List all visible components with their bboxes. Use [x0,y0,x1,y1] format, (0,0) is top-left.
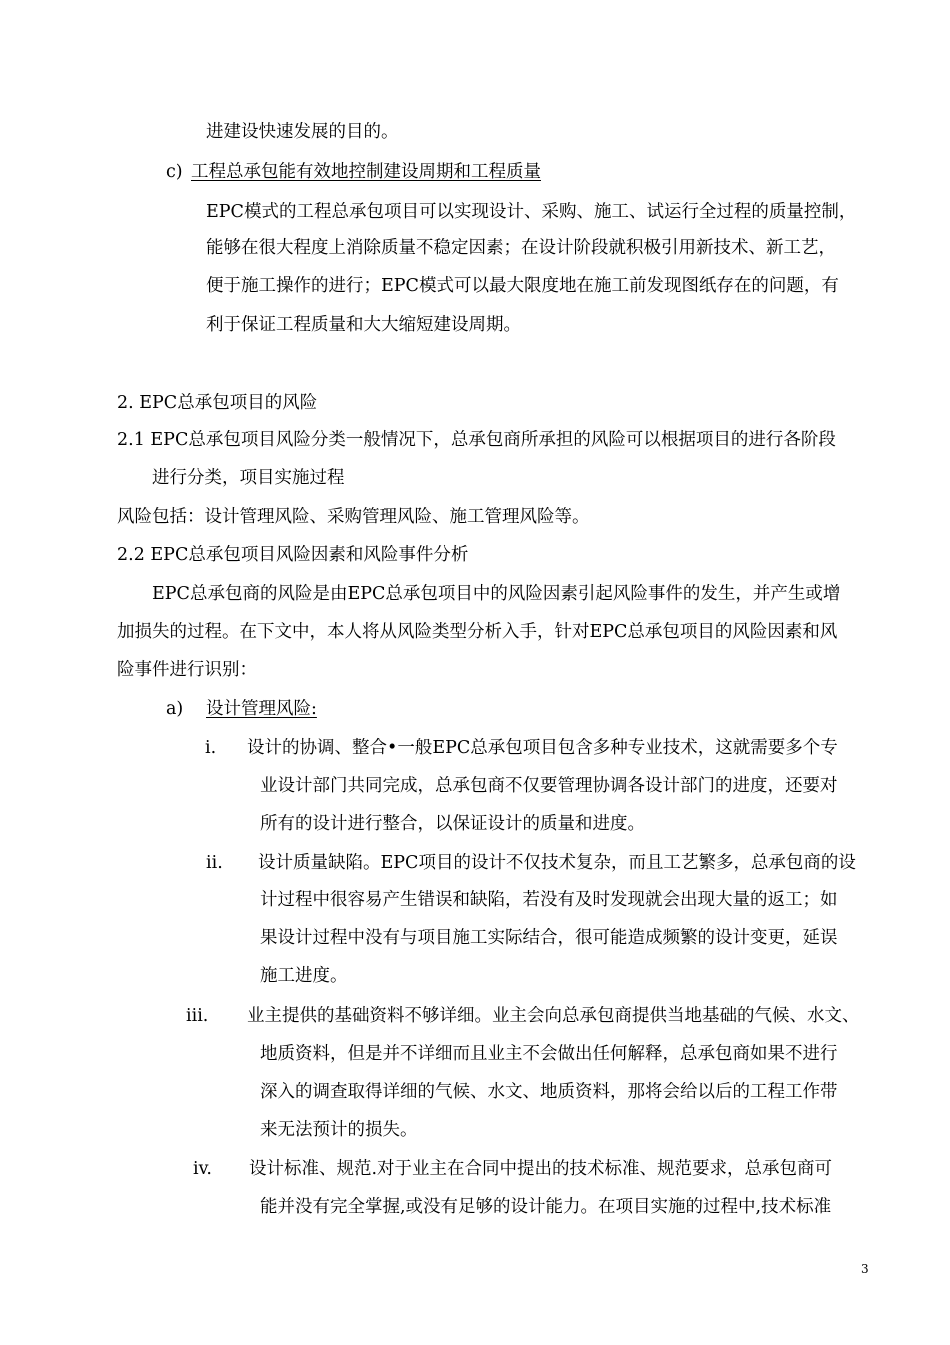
text-line: 险事件进行识别： [117,660,257,680]
text-line: 能并没有完全掌握,或没有足够的设计能力。在项目实施的过程中,技术标准 [260,1197,832,1217]
text-line: EPC总承包商的风险是由EPC总承包项目中的风险因素引起风险事件的发生，并产生或增 [152,584,841,604]
text-line: 设计的协调、整合•一般EPC总承包项目包含多种专业技术，这就需要多个专 [247,738,838,758]
page-number: 3 [861,1262,869,1276]
section-heading: 2. EPC总承包项目的风险 [117,393,318,413]
text-line: 设计质量缺陷。EPC项目的设计不仅技术复杂，而且工艺繁多，总承包商的设 [258,853,856,873]
text-line: 利于保证工程质量和大大缩短建设周期。 [206,315,521,335]
text-line: 加损失的过程。在下文中，本人将从风险类型分析入手，针对EPC总承包项目的风险因素和风 [117,622,838,642]
text-line: 便于施工操作的进行；EPC模式可以最大限度地在施工前发现图纸存在的问题，有 [206,276,839,296]
text-line: 地质资料，但是并不详细而且业主不会做出任何解释，总承包商如果不进行 [260,1044,838,1064]
list-marker: a) [166,699,184,719]
text-line: 施工进度。 [260,966,348,986]
text-line: 能够在很大程度上消除质量不稳定因素；在设计阶段就积极引用新技术、新工艺， [206,238,836,258]
text-line: 设计标准、规范.对于业主在合同中提出的技术标准、规范要求，总承包商可 [249,1159,833,1179]
list-marker: ii. [206,853,223,873]
list-marker: i. [205,738,217,758]
text-line: 果设计过程中没有与项目施工实际结合，很可能造成频繁的设计变更，延误 [260,928,838,948]
text-line: 风险包括：设计管理风险、采购管理风险、施工管理风险等。 [117,507,590,527]
text-line: 2.1 EPC总承包项目风险分类一般情况下，总承包商所承担的风险可以根据项目的进行各阶段 [117,430,836,450]
list-marker: iv. [193,1159,212,1179]
text-line: 进行分类，项目实施过程 [152,468,345,488]
text-line: 计过程中很容易产生错误和缺陷，若没有及时发现就会出现大量的返工；如 [260,890,838,910]
subheading: 设计管理风险: [206,699,317,719]
text-line: 业设计部门共同完成，总承包商不仅要管理协调各设计部门的进度，还要对 [260,776,838,796]
text-line: 所有的设计进行整合，以保证设计的质量和进度。 [260,814,645,834]
text-line: 来无法预计的损失。 [260,1120,418,1140]
list-marker: iii. [186,1006,209,1026]
text-line: 业主提供的基础资料不够详细。业主会向总承包商提供当地基础的气候、水文、 [247,1006,860,1026]
text-line: 进建设快速发展的目的。 [206,122,399,142]
subheading: 工程总承包能有效地控制建设周期和工程质量 [191,162,541,182]
list-marker: c) [166,162,183,182]
text-line: 深入的调查取得详细的气候、水文、地质资料，那将会给以后的工程工作带 [260,1082,838,1102]
text-line: EPC模式的工程总承包项目可以实现设计、采购、施工、试运行全过程的质量控制， [206,202,857,222]
section-heading: 2.2 EPC总承包项目风险因素和风险事件分析 [117,545,469,565]
